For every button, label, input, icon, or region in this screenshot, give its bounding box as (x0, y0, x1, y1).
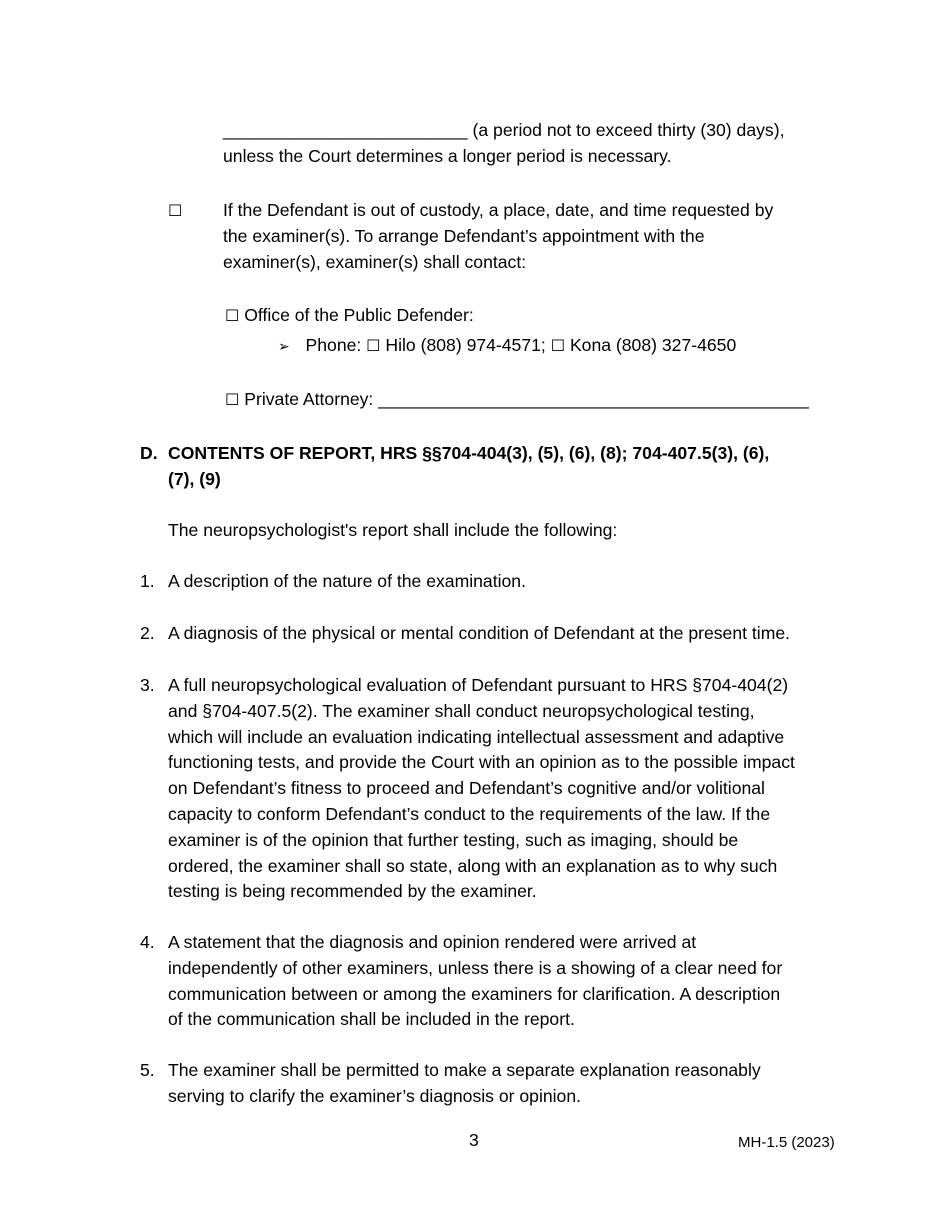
list-item-line: independently of other examiners, unless there is a showing of a clear need for (168, 957, 783, 978)
list-item-line: A diagnosis of the physical or mental condition of Defendant at the present time. (168, 623, 791, 643)
list-item (168, 930, 782, 1033)
public-defender-label: Office of the Public Defender: (244, 305, 474, 325)
list-item (168, 621, 790, 647)
item-number: 3. (140, 675, 155, 695)
kona-phone: Kona (808) 327-4650 (569, 335, 737, 355)
list-item (168, 673, 795, 905)
list-item-line: serving to clarify the examiner’s diagnosis or opinion. (168, 1085, 582, 1106)
list-item-line: examiner is of the opinion that further testing, such as imaging, should be (168, 829, 739, 850)
list-item-line: on Defendant’s fitness to proceed and Defendant’s cognitive and/or volitional (168, 778, 765, 799)
list-item-line: and §704-407.5(2). The examiner shall conduct neuropsychological testing, (168, 700, 755, 721)
hilo-checkbox[interactable]: ☐ (366, 336, 381, 355)
item-number: 5. (140, 1060, 155, 1080)
out-of-custody-checkbox[interactable]: ☐ (168, 201, 183, 220)
out-of-custody-line: examiner(s), examiner(s) shall contact: (223, 251, 527, 272)
hilo-phone: Hilo (808) 974-4571; (385, 335, 546, 355)
list-item-line: ordered, the examiner shall so state, along with an explanation as to why such (168, 855, 778, 876)
list-item-line: The examiner shall be permitted to make a separate explanation reasonably (168, 1060, 761, 1080)
list-item-line: communication between or among the examiners for clarification. A description (168, 983, 781, 1004)
custody-period-text: (a period not to exceed thirty (30) days), (467, 120, 785, 140)
list-item-line: functioning tests, and provide the Court with an opinion as to the possible impact (168, 752, 795, 773)
page-number: 3 (469, 1130, 479, 1150)
list-item-line: testing is being recommended by the examiner. (168, 881, 537, 902)
section-d-heading-line: (7), (9) (168, 468, 221, 489)
out-of-custody-line: If the Defendant is out of custody, a place, date, and time requested by (223, 200, 774, 220)
list-item-line: capacity to conform Defendant’s conduct to the requirements of the law. If the (168, 803, 771, 824)
section-d-heading (168, 441, 769, 493)
list-item-line: of the communication shall be included in the report. (168, 1009, 575, 1030)
list-item-line: A description of the nature of the examination. (168, 571, 526, 591)
phone-label: Phone: (305, 335, 362, 355)
custody-period-blank[interactable]: _________________________ (223, 120, 468, 140)
arrow-bullet-icon: ➢ (278, 339, 290, 355)
section-d-intro: The neuropsychologist's report shall include the following: (168, 520, 618, 540)
kona-checkbox[interactable]: ☐ (550, 336, 566, 355)
custody-period-line2: unless the Court determines a longer period is necessary. (223, 146, 672, 166)
list-item-line: A statement that the diagnosis and opinion rendered were arrived at (168, 932, 697, 952)
custody-period-line (223, 118, 784, 144)
section-d-letter: D. (140, 443, 158, 463)
public-defender-checkbox[interactable]: ☐ (225, 306, 240, 325)
out-of-custody-line: the examiner(s). To arrange Defendant’s appointment with the (223, 225, 705, 246)
list-item (168, 1058, 761, 1110)
list-item (168, 569, 526, 595)
section-d-heading-line: CONTENTS OF REPORT, HRS §§704-404(3), (5), (6), (8); 704-407.5(3), (6), (168, 443, 770, 463)
private-attorney-blank[interactable]: ____________________________________________ (378, 389, 809, 409)
phone-row (278, 333, 736, 361)
private-attorney-checkbox[interactable]: ☐ (225, 390, 240, 409)
item-number: 4. (140, 932, 155, 952)
item-number: 2. (140, 623, 155, 643)
item-number: 1. (140, 571, 155, 591)
private-attorney-row (225, 387, 809, 413)
private-attorney-label: Private Attorney: (244, 389, 374, 409)
form-code: MH-1.5 (2023) (738, 1134, 835, 1151)
list-item-line: A full neuropsychological evaluation of Defendant pursuant to HRS §704-404(2) (168, 675, 789, 695)
list-item-line: which will include an evaluation indicating intellectual assessment and adaptive (168, 726, 785, 747)
out-of-custody-paragraph (223, 198, 773, 275)
public-defender-row (225, 303, 474, 329)
